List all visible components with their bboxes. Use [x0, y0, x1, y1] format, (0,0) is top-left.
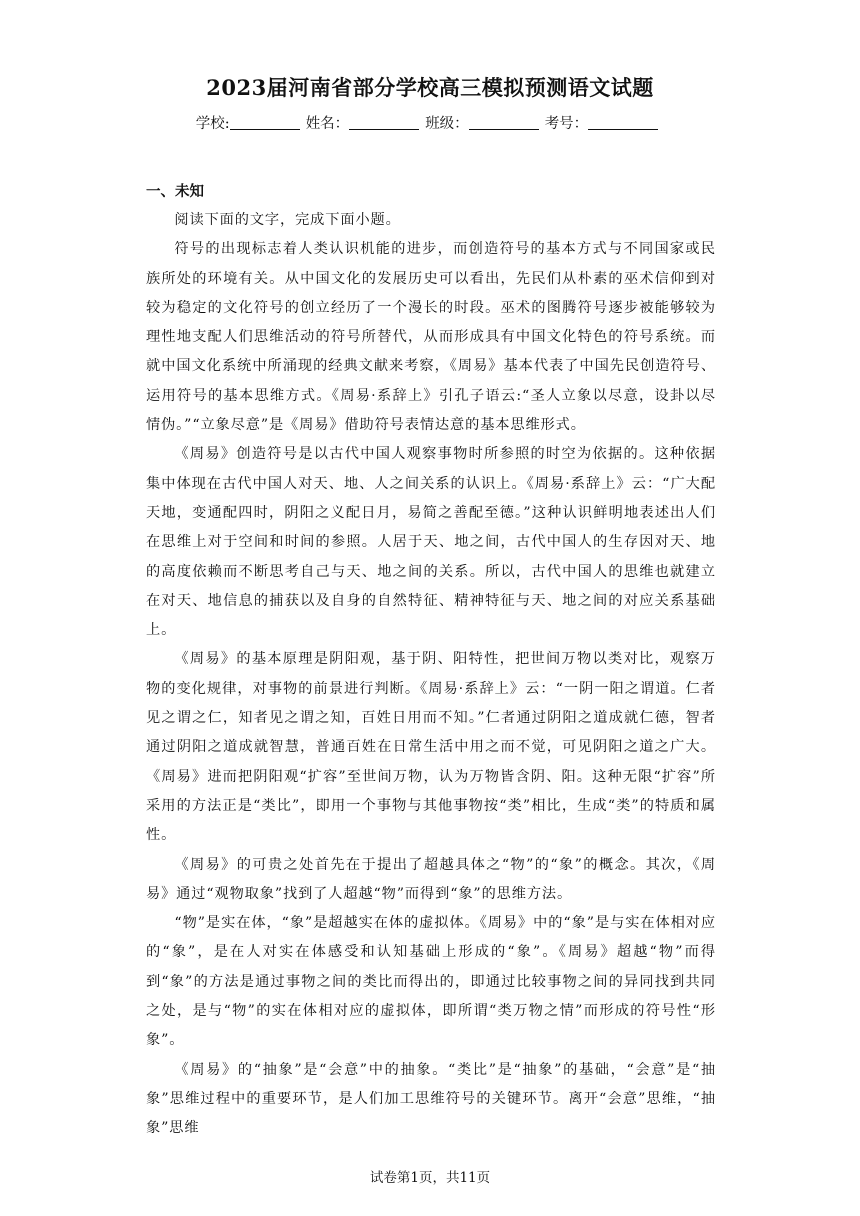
name-label: 姓名： [305, 116, 350, 132]
class-label: 班级： [425, 116, 469, 132]
passage-paragraph: 《周易》的可贵之处首先在于提出了超越具体之“物”的“象”的概念。其次，《周易》通过“观物取象”找到了人超越“物”而得到“象”的思维方法。 [146, 856, 716, 902]
exam-number-blank[interactable] [588, 115, 658, 130]
school-label: 学校: [195, 116, 230, 132]
instruction-text: 阅读下面的文字，完成下面小题。 [174, 212, 401, 228]
page-title: 2023届河南省部分学校高三模拟预测语文试题 [206, 75, 654, 100]
reading-passage [146, 206, 716, 1144]
passage-paragraph: 《周易》创造符号是以古代中国人观察事物时所参照的时空为依据的。这种依据集中体现在古代中国人对天、地、人之间关系的认识上。《周易·系辞上》云：“广大配天地，变通配四时，阴阳之义配日月，易简之善配至德。”这种认识鲜明地表述出人们在思维上对于空间和时间的参照。人居于天、地之间，古代中国人的生存因对天、地的高度依赖而不断思考自己与天、地之间的关系。所以，古代中国人的思维也就建立在对天、地信息的捕获以及自身的自然特征、精神特征与天、地之间的对应关系基础上。 [146, 446, 716, 639]
passage-paragraph: 《周易》的基本原理是阴阳观，基于阴、阳特性，把世间万物以类对比，观察万物的变化规律，对事物的前景进行判断。《周易·系辞上》云：“一阴一阳之谓道。仁者见之谓之仁，知者见之谓之知，百姓日用而不知。”仁者通过阴阳之道成就仁德，智者通过阴阳之道成就智慧，普通百姓在日常生活中用之而不觉，可见阴阳之道之广大。《周易》进而把阴阳观“扩容”至世间万物，认为万物皆含阴、阳。这种无限“扩容”所采用的方法正是“类比”，即用一个事物与其他事物按“类”相比，生成“类”的特质和属性。 [146, 651, 716, 844]
name-blank[interactable] [349, 115, 419, 130]
class-blank[interactable] [469, 115, 539, 130]
passage-paragraph: 《周易》的“抽象”是“会意”中的抽象。“类比”是“抽象”的基础，“会意”是“抽象”思维过程中的重要环节，是人们加工思维符号的关键环节。离开“会意”思维，“抽象”思维 [146, 1061, 716, 1137]
page-footer: 试卷第1页，共11页 [369, 1170, 491, 1186]
section-heading: 一、未知 [146, 184, 204, 200]
student-info-line [0, 112, 860, 133]
passage-paragraph: “物”是实在体，“象”是超越实在体的虚拟体。《周易》中的“象”是与实在体相对应的“象”，是在人对实在体感受和认知基础上形成的“象”。《周易》超越“物”而得到“象”的方法是通过事物之间的类比而得出的，即通过比较事物之间的异同找到共同之处，是与“物”的实在体相对应的虚拟体，即所谓“类万物之情”而形成的符号性“形象”。 [146, 915, 716, 1049]
school-blank[interactable] [230, 115, 300, 130]
exam-number-label: 考号： [544, 116, 589, 132]
passage-paragraph: 符号的出现标志着人类认识机能的进步，而创造符号的基本方式与不同国家或民族所处的环境有关。从中国文化的发展历史可以看出，先民们从朴素的巫术信仰到对较为稳定的文化符号的创立经历了一个漫长的时段。巫术的图腾符号逐步被能够较为理性地支配人们思维活动的符号所替代，从而形成具有中国文化特色的符号系统。而就中国文化系统中所涌现的经典文献来考察，《周易》基本代表了中国先民创造符号、运用符号的基本思维方式。《周易·系辞上》引孔子语云:“圣人立象以尽意，设卦以尽情伪。”“立象尽意”是《周易》借助符号表情达意的基本思维形式。 [146, 241, 716, 434]
